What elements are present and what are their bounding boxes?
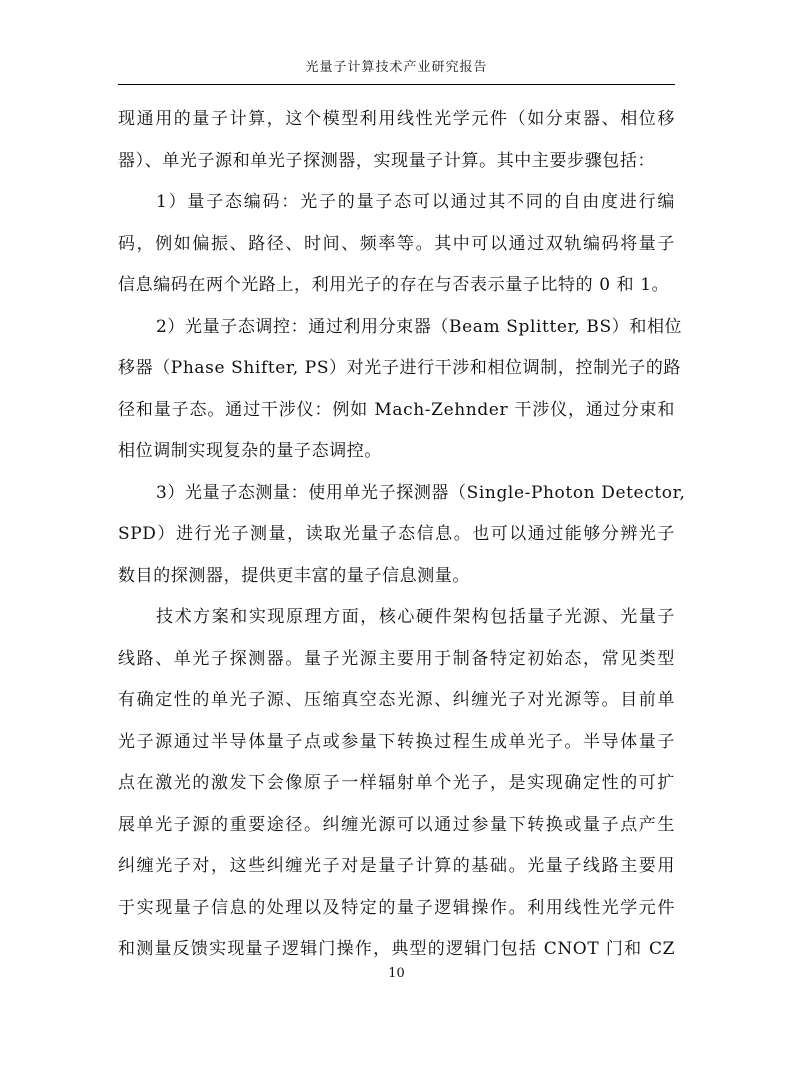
text-line: 2）光量子态调控：通过利用分束器（Beam Splitter, BS）和相位 xyxy=(156,316,683,337)
text-line: 有确定性的单光子源、压缩真空态光源、纠缠光子对光源等。目前单 xyxy=(118,690,675,710)
text-line: 码，例如偏振、路径、时间、频率等。其中可以通过双轨编码将量子 xyxy=(118,233,675,254)
header-title: 光量子计算技术产业研究报告 xyxy=(305,60,488,75)
text-line: 和测量反馈实现量子逻辑门操作，典型的逻辑门包括 CNOT 门和 CZ xyxy=(118,939,675,959)
text-line: 数目的探测器，提供更丰富的量子信息测量。 xyxy=(118,565,470,586)
text-line: 展单光子源的重要途径。纠缠光源可以通过参量下转换或量子点产生 xyxy=(118,814,675,835)
page-header xyxy=(118,48,675,85)
text-line: 移器（Phase Shifter, PS）对光子进行干涉和相位调制，控制光子的路 xyxy=(118,358,682,378)
text-line: 纠缠光子对，这些纠缠光子对是量子计算的基础。光量子线路主要用 xyxy=(118,856,675,876)
text-line: 3）光量子态测量：使用单光子探测器（Single-Photon Detector, xyxy=(156,482,686,503)
text-line: 点在激光的激发下会像原子一样辐射单个光子，是实现确定性的可扩 xyxy=(118,773,675,793)
text-line: 光子源通过半导体量子点或参量下转换过程生成单光子。半导体量子 xyxy=(118,731,675,752)
text-line: 1）量子态编码：光子的量子态可以通过其不同的自由度进行编 xyxy=(156,192,675,212)
text-line: SPD）进行光子测量，读取光量子态信息。也可以通过能够分辨光子 xyxy=(118,524,675,544)
text-line: 径和量子态。通过干涉仪：例如 Mach-Zehnder 干涉仪，通过分束和 xyxy=(118,399,675,420)
document-body xyxy=(118,102,686,974)
text-line: 现通用的量子计算，这个模型利用线性光学元件（如分束器、相位移 xyxy=(118,109,675,129)
text-line: 相位调制实现复杂的量子态调控。 xyxy=(118,441,382,461)
page-number: 10 xyxy=(388,966,405,981)
text-line: 技术方案和实现原理方面，核心硬件架构包括量子光源、光量子 xyxy=(156,607,675,627)
text-line: 器）、单光子源和单光子探测器，实现量子计算。其中主要步骤包括： xyxy=(118,150,656,171)
text-line: 线路、单光子探测器。量子光源主要用于制备特定初始态，常见类型 xyxy=(118,648,675,669)
text-line: 于实现量子信息的处理以及特定的量子逻辑操作。利用线性光学元件 xyxy=(118,897,675,918)
text-line: 信息编码在两个光路上，利用光子的存在与否表示量子比特的 0 和 1。 xyxy=(118,275,670,295)
